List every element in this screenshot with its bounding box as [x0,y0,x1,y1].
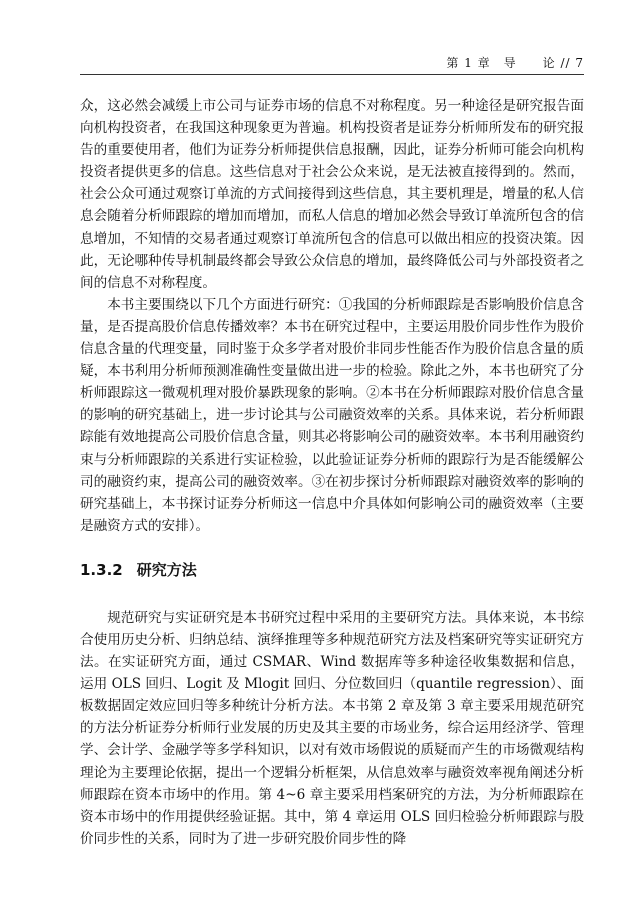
paragraph-research-topics: 本书主要围绕以下几个方面进行研究：①我国的分析师跟踪是否影响股价信息含量，是否提高股价信息传播效率？本书在研究过程中，主要运用股价同步性作为股价信息含量的代理变量，同时鉴于众多学者对股价非同步性能否作为股价信息含量的质疑，本书利用分析师预测准确性变量做出进一步的检验。除此之外，本书也研究了分析师跟踪这一微观机理对股价暴跌现象的影响。②本书在分析师跟踪对股价信息含量的影响的研究基础上，进一步讨论其与公司融资效率的关系。具体来说，若分析师跟踪能有效地提高公司股价信息含量，则其必将影响公司的融资效率。本书利用融资约束与分析师跟踪的关系进行实证检验，以此验证证券分析师的跟踪行为是否能缓解公司的融资约束，提高公司的融资效率。③在初步探讨分析师跟踪对融资效率的影响的研究基础上，本书探讨证券分析师这一信息中介具体如何影响公司的融资效率（主要是融资方式的安排）。 [80,296,584,534]
running-head: 第 1 章 导 论 // 7 [446,56,584,70]
section-heading [80,559,584,581]
section-title: 研究方法 [136,560,197,579]
page-header [80,52,584,75]
paragraph-continuation: 众，这必然会减缓上市公司与证券市场的信息不对称程度。另一种途径是研究报告面向机构投资者，在我国这种现象更为普遍。机构投资者是证券分析师所发布的研究报告的重要使用者，他们为证券分析师提供信息报酬，因此，证券分析师可能会向机构投资者提供更多的信息。这些信息对于社会公众来说，是无法被直接得到的。然而，社会公众可通过观察订单流的方式间接得到这些信息，其主要机理是，增量的私人信息会随着分析师跟踪的增加而增加，而私人信息的增加必然会导致订单流所包含的信息增加，不知情的交易者通过观察订单流所包含的信息可以做出相应的投资决策。因此，无论哪种传导机制最终都会导致公众信息的增加，最终降低公司与外部投资者之间的信息不对称程度。 [80,98,584,291]
page-body [80,95,584,850]
section-number: 1.3.2 [80,560,123,579]
paragraph-research-methods: 规范研究与实证研究是本书研究过程中采用的主要研究方法。具体来说，本书综合使用历史分析、归纳总结、演绎推理等多种规范研究方法及档案研究等实证研究方法。在实证研究方面，通过 CSMAR、Wind 数据库等多种途径收集数据和信息，运用 OLS 回归、Logit 及 Mlogit 回归、分位数回归（quantile regression）、面板数据固定效应回归等多种统计分析方法。本书第 2 章及第 3 章主要采用规范研究的方法分析证券分析师行业发展的历史及其主要的市场业务，综合运用经济学、管理学、会计学、金融学等多学科知识，以对有效市场假说的质疑而产生的市场微观结构理论为主要理论依据，提出一个逻辑分析框架，从信息效率与融资效率视角阐述分析师跟踪在资本市场中的作用。第 4~6 章主要采用档案研究的方法，为分析师跟踪在资本市场中的作用提供经验证据。其中，第 4 章运用 OLS 回归检验分析师跟踪与股价同步性的关系，同时为了进一步研究股价同步性的降 [80,609,585,847]
